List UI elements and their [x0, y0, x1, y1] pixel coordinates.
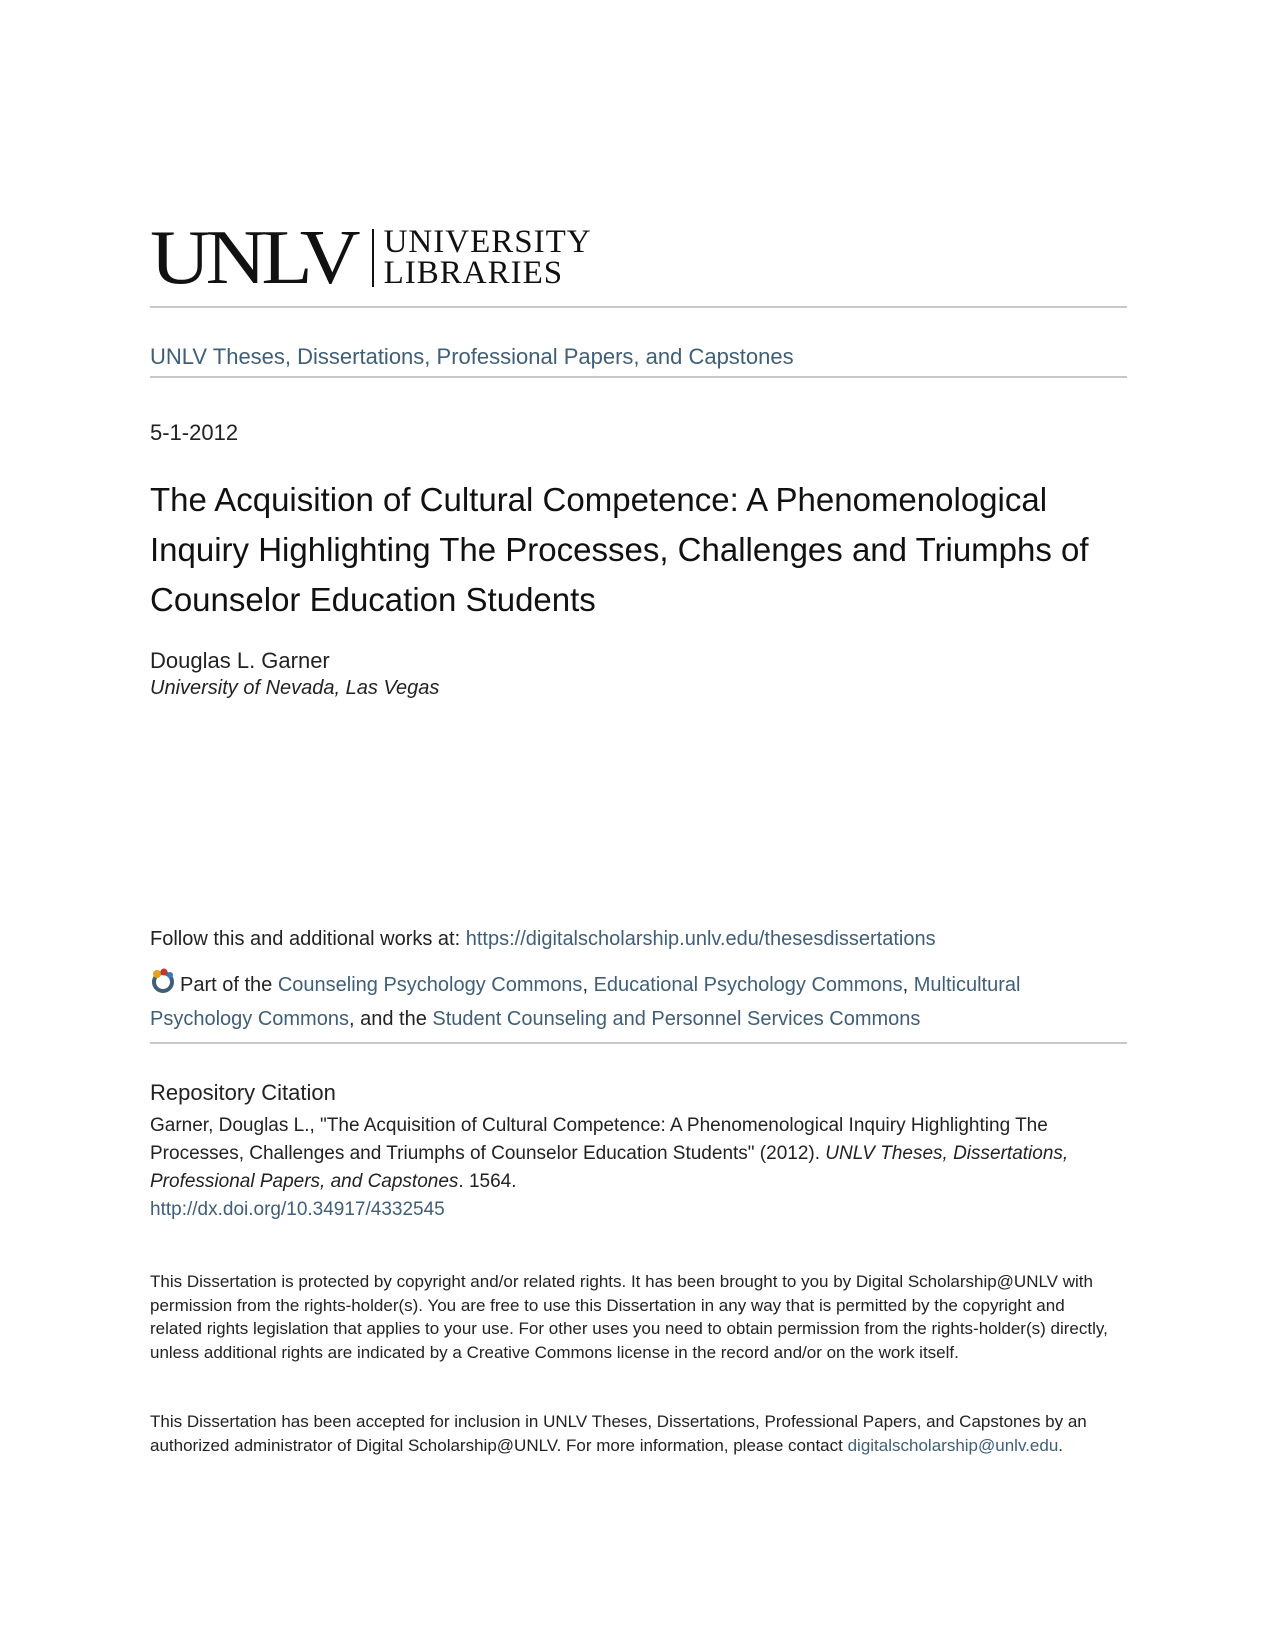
document-title: The Acquisition of Cultural Competence: A Phenomenological Inquiry Highlighting The Processes, Challenges and Triumphs of Counselor Education Students: [150, 481, 1089, 618]
top-divider: [150, 306, 1127, 308]
citation-text: Garner, Douglas L., "The Acquisition of Cultural Competence: A Phenomenological Inquiry Highlighting The Processes, Challenges and Triumphs of Counselor Education Students" (2012).: [150, 1115, 1048, 1164]
citation-body: [150, 1112, 1110, 1224]
logo-word-university: UNIVERSITY: [383, 224, 592, 260]
unlv-libraries-logo: [150, 214, 592, 301]
commons-link-educational-psychology[interactable]: Educational Psychology Commons: [593, 974, 903, 996]
commons-link-student-counseling[interactable]: Student Counseling and Personnel Services Commons: [432, 1008, 921, 1030]
logo-word-libraries: LIBRARIES: [383, 255, 564, 291]
author-name: Douglas L. Garner: [150, 648, 330, 673]
contact-email-link[interactable]: digitalscholarship@unlv.edu: [847, 1435, 1059, 1455]
commons-link-counseling-psychology[interactable]: Counseling Psychology Commons: [277, 974, 583, 996]
citation-series: UNLV Theses, Dissertations, Professional Papers, and Capstones: [150, 1143, 1069, 1192]
citation-number: . 1564.: [458, 1171, 517, 1192]
separator: ,: [582, 974, 594, 996]
citation-heading: Repository Citation: [150, 1080, 336, 1105]
acceptance-statement: [150, 1410, 1110, 1457]
follow-line: [150, 928, 936, 951]
part-of-line: [150, 968, 1110, 1036]
doi-link[interactable]: http://dx.doi.org/10.34917/4332545: [150, 1199, 445, 1220]
acceptance-text: This Dissertation has been accepted for inclusion in UNLV Theses, Dissertations, Professional Papers, and Capstones by an authorized administrator of Digital Scholarship@UNLV. For more information, please contact: [150, 1412, 1087, 1455]
logo-divider: [372, 229, 374, 287]
separator: ,: [902, 974, 914, 996]
logo-words: [383, 224, 592, 291]
citation-divider: [150, 1042, 1127, 1044]
commons-link-multicultural-psychology[interactable]: Multicultural Psychology Commons: [150, 974, 1021, 1030]
network-commons-icon: [150, 968, 176, 994]
follow-url-link[interactable]: https://digitalscholarship.unlv.edu/thesesdissertations: [465, 928, 936, 950]
acceptance-end: .: [1058, 1435, 1064, 1455]
cover-page: [150, 0, 1127, 1650]
follow-prefix: Follow this and additional works at:: [150, 928, 466, 950]
collection-divider: [150, 376, 1127, 378]
rights-statement: This Dissertation is protected by copyright and/or related rights. It has been brought to you by Digital Scholarship@UNLV with permission from the rights-holder(s). You are free to use this Dissertation in any way that is permitted by the copyright and related rights legislation that applies to your use. For other uses you need to obtain permission from the rights-holder(s) directly, unless additional rights are indicated by a Creative Commons license in the record and/or on the work itself.: [150, 1272, 1108, 1362]
collection-link[interactable]: UNLV Theses, Dissertations, Professional Papers, and Capstones: [150, 344, 794, 369]
part-of-prefix: Part of the: [180, 974, 278, 996]
logo-mark: UNLV: [150, 214, 356, 301]
author-affiliation: University of Nevada, Las Vegas: [150, 677, 440, 699]
separator: , and the: [348, 1008, 433, 1030]
publication-date: 5-1-2012: [150, 420, 239, 445]
